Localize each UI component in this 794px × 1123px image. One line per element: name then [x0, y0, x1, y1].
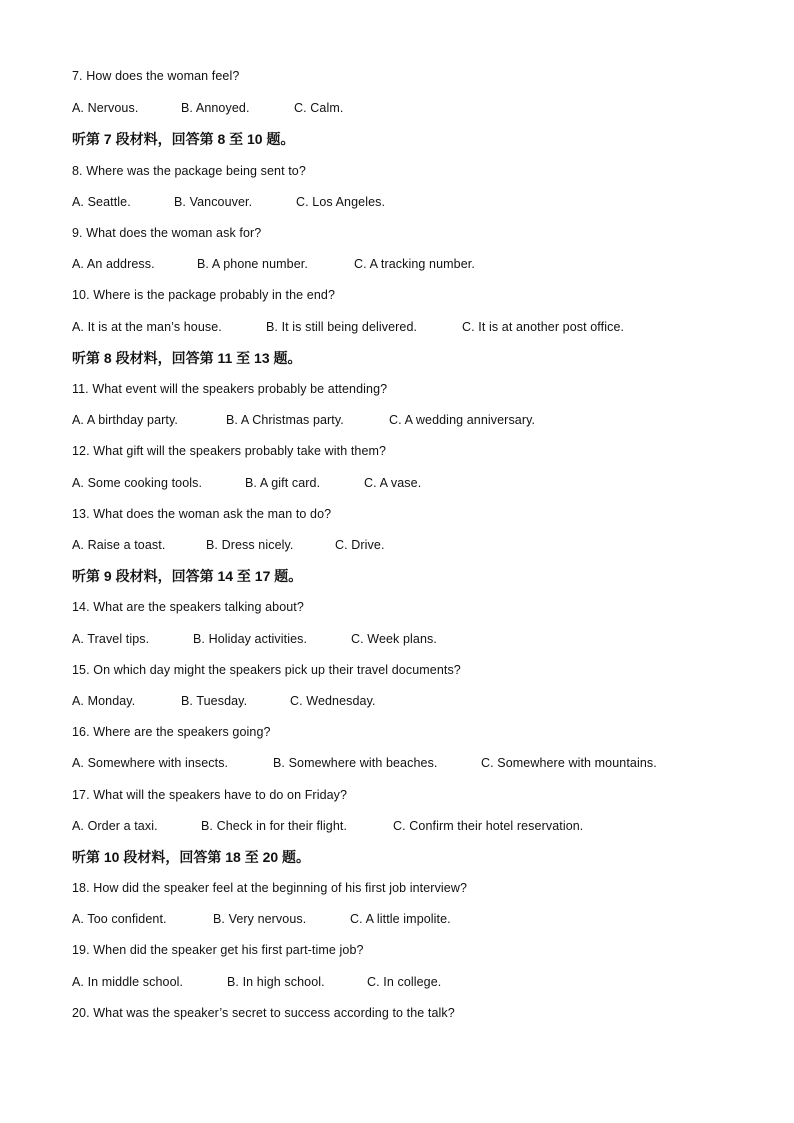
- option-7c: C. Calm.: [294, 101, 344, 115]
- option-11c: C. A wedding anniversary.: [389, 413, 536, 427]
- option-15a: A. Monday.: [72, 694, 136, 708]
- question-10: 10. Where is the package probably in the end?: [72, 288, 336, 302]
- section-heading-9: 听第 9 段材料，回答第 14 至 17 题。: [72, 568, 303, 584]
- question-14: 14. What are the speakers talking about?: [72, 600, 304, 614]
- option-17c: C. Confirm their hotel reservation.: [393, 819, 584, 833]
- option-19a: A. In middle school.: [72, 975, 184, 989]
- option-16c: C. Somewhere with mountains.: [481, 756, 657, 770]
- option-17b: B. Check in for their flight.: [201, 819, 348, 833]
- question-20: 20. What was the speaker’s secret to success according to the talk?: [72, 1006, 455, 1020]
- option-12a: A. Some cooking tools.: [72, 476, 203, 490]
- option-18a: A. Too confident.: [72, 912, 167, 926]
- question-17: 17. What will the speakers have to do on Friday?: [72, 788, 348, 802]
- question-19: 19. When did the speaker get his first part-time job?: [72, 943, 364, 957]
- option-14a: A. Travel tips.: [72, 632, 150, 646]
- option-9a: A. An address.: [72, 257, 155, 271]
- option-14b: B. Holiday activities.: [193, 632, 308, 646]
- option-10a: A. It is at the man’s house.: [72, 320, 222, 334]
- option-9c: C. A tracking number.: [354, 257, 475, 271]
- option-15c: C. Wednesday.: [290, 694, 376, 708]
- option-16a: A. Somewhere with insects.: [72, 756, 229, 770]
- option-15b: B. Tuesday.: [181, 694, 248, 708]
- option-8a: A. Seattle.: [72, 195, 131, 209]
- section-heading-10: 听第 10 段材料，回答第 18 至 20 题。: [72, 849, 311, 865]
- option-12c: C. A vase.: [364, 476, 422, 490]
- option-11a: A. A birthday party.: [72, 413, 178, 427]
- option-17a: A. Order a taxi.: [72, 819, 158, 833]
- option-13c: C. Drive.: [335, 538, 385, 552]
- option-10b: B. It is still being delivered.: [266, 320, 418, 334]
- option-10c: C. It is at another post office.: [462, 320, 625, 334]
- option-9b: B. A phone number.: [197, 257, 308, 271]
- option-19b: B. In high school.: [227, 975, 325, 989]
- question-12: 12. What gift will the speakers probably take with them?: [72, 444, 387, 458]
- section-heading-8: 听第 8 段材料，回答第 11 至 13 题。: [72, 350, 302, 366]
- question-8: 8. Where was the package being sent to?: [72, 164, 306, 178]
- option-11b: B. A Christmas party.: [226, 413, 344, 427]
- option-19c: C. In college.: [367, 975, 442, 989]
- question-7: 7. How does the woman feel?: [72, 69, 240, 83]
- question-18: 18. How did the speaker feel at the beginning of his first job interview?: [72, 881, 468, 895]
- option-7a: A. Nervous.: [72, 101, 139, 115]
- option-8b: B. Vancouver.: [174, 195, 253, 209]
- option-8c: C. Los Angeles.: [296, 195, 386, 209]
- section-heading-7: 听第 7 段材料，回答第 8 至 10 题。: [72, 131, 295, 147]
- option-13a: A. Raise a toast.: [72, 538, 166, 552]
- option-7b: B. Annoyed.: [181, 101, 250, 115]
- question-13: 13. What does the woman ask the man to do?: [72, 507, 332, 521]
- question-15: 15. On which day might the speakers pick up their travel documents?: [72, 663, 461, 677]
- option-13b: B. Dress nicely.: [206, 538, 294, 552]
- option-14c: C. Week plans.: [351, 632, 437, 646]
- question-9: 9. What does the woman ask for?: [72, 226, 262, 240]
- option-18b: B. Very nervous.: [213, 912, 307, 926]
- option-18c: C. A little impolite.: [350, 912, 451, 926]
- question-16: 16. Where are the speakers going?: [72, 725, 271, 739]
- option-16b: B. Somewhere with beaches.: [273, 756, 438, 770]
- option-12b: B. A gift card.: [245, 476, 321, 490]
- question-11: 11. What event will the speakers probably be attending?: [72, 382, 388, 396]
